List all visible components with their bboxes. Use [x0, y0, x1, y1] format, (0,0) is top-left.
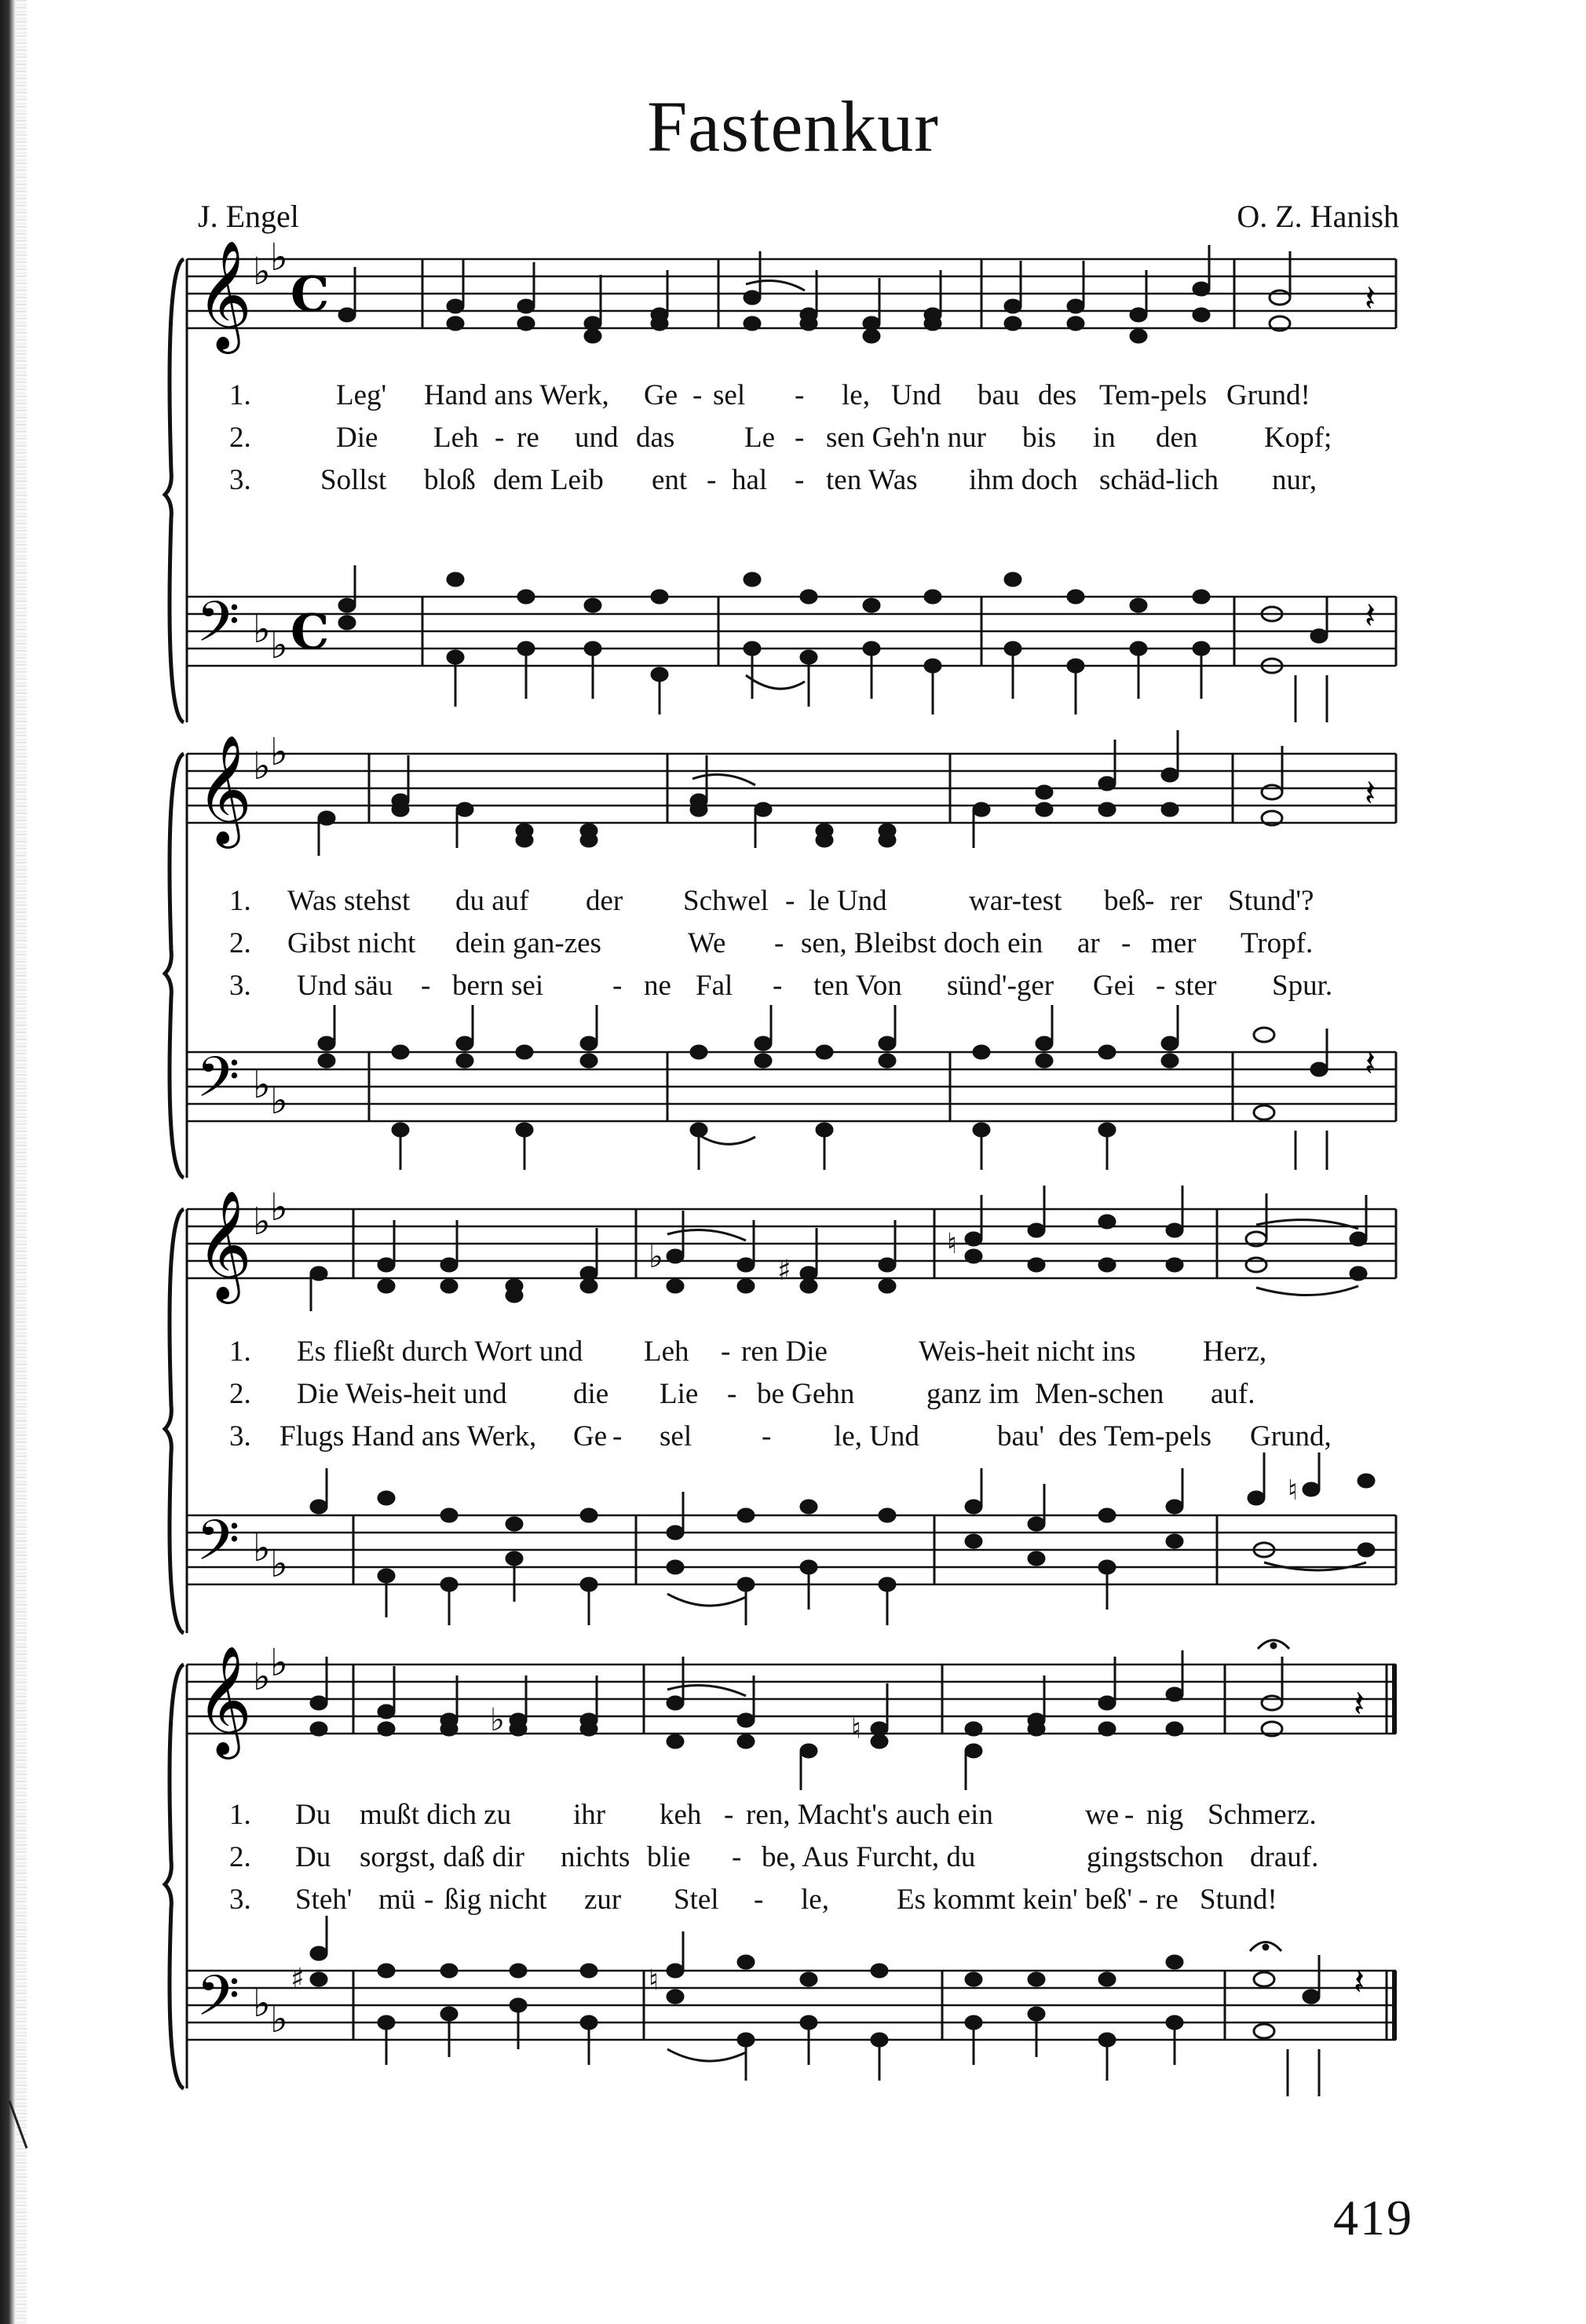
- bass-clef-icon: 𝄢: [196, 1964, 240, 2042]
- lyricist-credit: O. Z. Hanish: [1237, 199, 1399, 234]
- natural-icon: ♮: [649, 1964, 659, 1997]
- rest-symbol: 𝄽: [1354, 1960, 1365, 2003]
- verse-3-line: 3. Flugs Hand ans Werk, Ge - sel - le, Und bau' des Tem-pels Grund,: [229, 1420, 1332, 1452]
- tie: [1256, 1220, 1358, 1229]
- flat-icon: ♭: [270, 236, 288, 280]
- page-title: Fastenkur: [647, 86, 939, 166]
- treble-notes: [311, 1186, 1366, 1311]
- verse-2-line: 2. Du sorgst, daß dir nichts blie - be, Aus Furcht, du gingst schon drauf.: [229, 1841, 1319, 1873]
- grand-staff-brace: [165, 754, 184, 1178]
- book-binding-edge: [0, 0, 16, 2324]
- rest-symbol: 𝄽: [1365, 277, 1376, 320]
- slur: [746, 675, 805, 689]
- treble-clef-icon: 𝄞: [196, 240, 252, 349]
- tie: [1256, 1286, 1358, 1295]
- flat-icon: ♭: [253, 1526, 271, 1570]
- sharp-icon: ♯: [777, 1255, 791, 1287]
- natural-icon: ♮: [947, 1228, 957, 1260]
- bass-clef-icon: 𝄢: [196, 590, 240, 668]
- rest-symbol: 𝄽: [1365, 1042, 1376, 1084]
- common-time-icon: C: [291, 265, 330, 323]
- flat-icon: ♭: [270, 1079, 288, 1123]
- flat-icon: ♭: [270, 1186, 288, 1230]
- flat-icon: ♭: [253, 1063, 271, 1107]
- bass-clef-icon: 𝄢: [196, 1045, 240, 1124]
- verse-1-line: 1. Du mußt dich zu ihr keh - ren, Macht's auch ein we - nig Schmerz.: [229, 1799, 1317, 1831]
- music-system-1: [165, 236, 1405, 730]
- rest-symbol: 𝄽: [1365, 594, 1376, 637]
- slur: [693, 775, 755, 785]
- sharp-icon: ♯: [291, 1963, 305, 1995]
- treble-clef-icon: 𝄞: [196, 1646, 252, 1755]
- music-system-2: [165, 730, 1405, 1186]
- treble-staff: [187, 1664, 1396, 1734]
- flat-icon: ♭: [253, 744, 271, 788]
- rest-symbol: 𝄽: [1354, 1683, 1365, 1725]
- common-time-icon: C: [291, 603, 330, 660]
- treble-staff: [187, 1209, 1396, 1278]
- fermata-icon: [1258, 1640, 1289, 1649]
- verse-2-line: 2. Die Leh - re und das Le - sen Geh'n nur bis in den Kopf;: [229, 422, 1332, 454]
- slur: [667, 1230, 746, 1241]
- flat-icon: ♭: [253, 1655, 271, 1699]
- book-binding-shadow: [16, 0, 27, 2324]
- flat-icon: ♭: [649, 1239, 663, 1275]
- bass-clef-icon: 𝄢: [196, 1508, 240, 1587]
- bass-staff: [187, 1971, 1396, 2040]
- flat-icon: ♭: [490, 1702, 505, 1738]
- flat-icon: ♭: [253, 250, 271, 294]
- rest-symbol: 𝄽: [1365, 772, 1376, 814]
- verse-2-line: 2. Die Weis-heit und die Lie - be Gehn ganz im Men-schen auf.: [229, 1378, 1255, 1410]
- page-number: 419: [1333, 2190, 1413, 2245]
- natural-icon: ♮: [1288, 1474, 1298, 1507]
- bass-staff: [187, 597, 1396, 666]
- verse-2-line: 2. Gibst nicht dein gan-zes We - sen, Bleibst doch ein ar - mer Tropf.: [229, 927, 1314, 959]
- bass-staff: [187, 1515, 1396, 1584]
- flat-icon: ♭: [253, 1982, 271, 2026]
- flat-icon: ♭: [253, 1200, 271, 1244]
- composer-credit: J. Engel: [198, 199, 299, 234]
- verse-3-line: 3. Sollst bloß dem Leib ent - hal - ten Was ihm doch schäd-lich nur,: [229, 464, 1317, 496]
- flat-icon: ♭: [270, 1997, 288, 2041]
- bass-notes: [339, 565, 1327, 722]
- natural-icon: ♮: [851, 1713, 861, 1745]
- treble-clef-icon: 𝄞: [196, 735, 252, 844]
- verse-3-line: 3. Steh' mü - ßig nicht zur Stel - le, Es kommt kein' beß' - re Stund!: [229, 1884, 1277, 1916]
- verse-1-line: 1. Leg' Hand ans Werk, Ge - sel - le, Und bau des Tem-pels Grund!: [229, 379, 1310, 411]
- verse-1-line: 1. Was stehst du auf der Schwel - le Und war-test beß - rer Stund'?: [229, 885, 1314, 917]
- barlines: [422, 259, 1396, 666]
- flat-icon: ♭: [270, 1542, 288, 1586]
- bass-notes: [311, 1452, 1374, 1625]
- slur: [667, 1686, 746, 1696]
- flat-icon: ♭: [270, 623, 288, 667]
- flat-icon: ♭: [270, 1641, 288, 1685]
- slur: [667, 2049, 746, 2061]
- stray-pen-mark: [3, 2098, 35, 2153]
- verse-1-line: 1. Es fließt durch Wort und Leh - ren Die Weis-heit nicht ins Herz,: [229, 1336, 1267, 1368]
- fermata-icon: [1250, 1942, 1281, 1952]
- slur: [746, 281, 805, 291]
- music-system-4: [165, 1641, 1405, 2112]
- slur: [667, 1594, 746, 1606]
- treble-notes: [319, 730, 1282, 856]
- flat-icon: ♭: [253, 608, 271, 652]
- verse-3-line: 3. Und säu - bern sei - ne Fal - ten Von sünd'-ger Gei - ster Spur.: [229, 970, 1333, 1002]
- treble-staff: [187, 259, 1396, 328]
- music-system-3: [165, 1186, 1405, 1641]
- treble-notes: [311, 1650, 1282, 1790]
- treble-clef-icon: 𝄞: [196, 1190, 252, 1299]
- flat-icon: ♭: [270, 730, 288, 774]
